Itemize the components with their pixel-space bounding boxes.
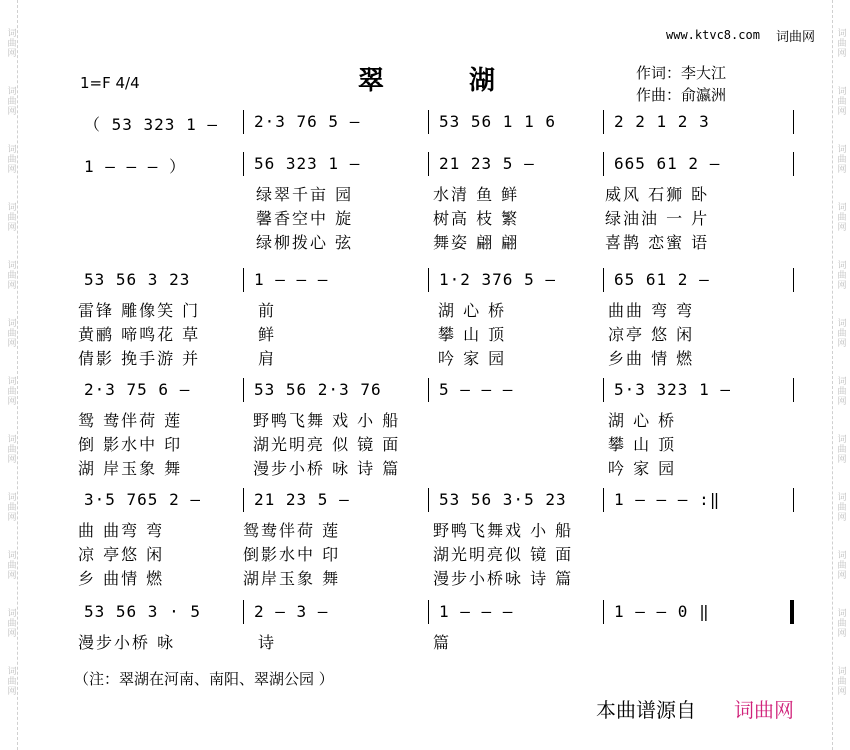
watermark-text: 词曲网 [5, 492, 16, 522]
song-title: 翠 湖 [358, 66, 534, 96]
footnote: （注：翠湖在河南、南阳、翠湖公园 ） [74, 670, 334, 688]
lyric-text: 凉亭 悠 闲 [608, 325, 695, 344]
lyric-text: 吟 家 园 [438, 349, 507, 368]
measure-notes: 3·5 765 2 — [84, 490, 201, 509]
lyric-text: 喜鹊 恋蜜 语 [605, 233, 710, 252]
lyric-text: 倩影 挽手游 并 [78, 349, 201, 368]
measure-notes: 1 — — — :‖ [614, 490, 721, 509]
measure-notes: 21 23 5 — [439, 154, 535, 173]
measure-notes: 21 23 5 — [254, 490, 350, 509]
measure-notes: 5 — — — [439, 380, 514, 399]
lyric-text: 野鸭飞舞戏 小 船 [433, 521, 574, 540]
lyric-text: 舞姿 翩 翩 [433, 233, 520, 252]
lyric-text: 鸳鸯伴荷 莲 [243, 521, 341, 540]
bar-line [243, 268, 244, 292]
source-label: 本曲谱源自 [596, 698, 696, 722]
bar-line [793, 152, 794, 176]
measure-notes: 53 56 3·5 23 [439, 490, 567, 509]
lyric-text: 鸳 鸯伴荷 莲 [78, 411, 183, 430]
bar-line [793, 110, 794, 134]
site-url: www.ktvc8.com [666, 28, 760, 42]
watermark-text: 词曲网 [5, 28, 16, 58]
lyric-text: 馨香空中 旋 [256, 209, 354, 228]
bar-line [243, 110, 244, 134]
left-watermark-strip [2, 0, 18, 750]
bar-line [243, 600, 244, 624]
measure-notes: 1 — — — [439, 602, 514, 621]
bar-line [603, 378, 604, 402]
watermark-text: 词曲网 [5, 666, 16, 696]
lyric-text: 吟 家 园 [608, 459, 677, 478]
bar-line [603, 600, 604, 624]
lyric-text: 漫步小桥咏 诗 篇 [433, 569, 574, 588]
watermark-text: 词曲网 [5, 376, 16, 406]
bar-line [428, 378, 429, 402]
watermark-text: 词曲网 [835, 550, 846, 580]
final-bar-line [790, 600, 793, 624]
lyric-text: 诗 [258, 633, 277, 652]
lyric-text: 雷锋 雕像笑 门 [78, 301, 201, 320]
lyric-text: 湖光明亮似 镜 面 [433, 545, 574, 564]
watermark-text: 词曲网 [5, 318, 16, 348]
bar-line [428, 268, 429, 292]
measure-notes: 53 56 2·3 76 [254, 380, 382, 399]
lyric-text: 漫步小桥 咏 诗 篇 [253, 459, 401, 478]
measure-notes: 53 56 3 23 [84, 270, 191, 289]
watermark-text: 词曲网 [5, 550, 16, 580]
lyric-text: 绿柳拨心 弦 [256, 233, 354, 252]
measure-notes: 1 — — — ） [84, 157, 187, 176]
watermark-text: 词曲网 [5, 434, 16, 464]
watermark-text: 词曲网 [835, 434, 846, 464]
lyric-text: 乡 曲情 燃 [78, 569, 165, 588]
measure-notes: 1·2 376 5 — [439, 270, 556, 289]
lyric-text: 绿油油 一 片 [605, 209, 710, 228]
watermark-text: 词曲网 [835, 608, 846, 638]
lyric-text: 树高 枝 繁 [433, 209, 520, 228]
watermark-text: 词曲网 [5, 608, 16, 638]
measure-notes: 53 56 3 · 5 [84, 602, 201, 621]
watermark-text: 词曲网 [835, 260, 846, 290]
right-watermark-strip [832, 0, 848, 750]
bar-line [428, 488, 429, 512]
measure-notes: 53 56 1 1 6 [439, 112, 556, 131]
measure-notes: 2·3 75 6 — [84, 380, 191, 399]
bar-line [793, 268, 794, 292]
bar-line [428, 152, 429, 176]
lyric-text: 攀 山 顶 [438, 325, 507, 344]
measure-notes: 2 — 3 — [254, 602, 329, 621]
watermark-text: 词曲网 [835, 318, 846, 348]
lyric-text: 湖 岸玉象 舞 [78, 459, 183, 478]
source-site-link[interactable]: 词曲网 [734, 698, 794, 722]
watermark-text: 词曲网 [835, 202, 846, 232]
lyric-text: 绿翠千亩 园 [256, 185, 354, 204]
lyric-text: 凉 亭悠 闲 [78, 545, 165, 564]
measure-notes: 5·3 323 1 — [614, 380, 731, 399]
bar-line [793, 378, 794, 402]
bar-line [603, 152, 604, 176]
bar-line [793, 600, 794, 624]
watermark-text: 词曲网 [835, 86, 846, 116]
measure-notes: 2·3 76 5 — [254, 112, 361, 131]
bar-line [428, 600, 429, 624]
lyric-text: 攀 山 顶 [608, 435, 677, 454]
bar-line [243, 152, 244, 176]
lyric-text: 前 [258, 301, 277, 320]
site-name: 词曲网 [776, 30, 816, 45]
lyric-text: 湖光明亮 似 镜 面 [253, 435, 401, 454]
watermark-text: 词曲网 [835, 28, 846, 58]
lyric-text: 倒影水中 印 [243, 545, 341, 564]
lyric-text: 威风 石狮 卧 [605, 185, 710, 204]
watermark-text: 词曲网 [835, 492, 846, 522]
lyric-text: 湖 心 桥 [438, 301, 507, 320]
lyric-text: 曲 曲弯 弯 [78, 521, 165, 540]
bar-line [793, 488, 794, 512]
watermark-text: 词曲网 [5, 202, 16, 232]
bar-line [603, 110, 604, 134]
watermark-text: 词曲网 [5, 260, 16, 290]
lyric-text: 肩 [258, 349, 277, 368]
measure-notes: 665 61 2 — [614, 154, 721, 173]
lyricist: 作词：李大江 [636, 64, 727, 82]
measure-notes: 56 323 1 — [254, 154, 361, 173]
measure-notes: 1 — — 0 ‖ [614, 602, 710, 621]
measure-notes: 1 — — — [254, 270, 329, 289]
lyric-text: 乡曲 情 燃 [608, 349, 695, 368]
watermark-text: 词曲网 [835, 144, 846, 174]
lyric-text: 曲曲 弯 弯 [608, 301, 695, 320]
lyric-text: 黄鹂 啼鸣花 草 [78, 325, 201, 344]
watermark-text: 词曲网 [5, 86, 16, 116]
lyric-text: 湖 心 桥 [608, 411, 677, 430]
lyric-text: 倒 影水中 印 [78, 435, 183, 454]
bar-line [243, 378, 244, 402]
key-signature: 1=F 4/4 [80, 74, 140, 92]
bar-line [603, 268, 604, 292]
composer: 作曲：俞瀛洲 [636, 86, 727, 104]
bar-line [603, 488, 604, 512]
bar-line [243, 488, 244, 512]
lyric-text: 水清 鱼 鲜 [433, 185, 520, 204]
lyric-text: 篇 [433, 633, 452, 652]
watermark-text: 词曲网 [835, 666, 846, 696]
lyric-text: 野鸭飞舞 戏 小 船 [253, 411, 401, 430]
lyric-text: 鲜 [258, 325, 277, 344]
lyric-text: 漫步小桥 咏 [78, 633, 176, 652]
measure-notes: 2 2 1 2 3 [614, 112, 710, 131]
lyric-text: 湖岸玉象 舞 [243, 569, 341, 588]
measure-notes: 65 61 2 — [614, 270, 710, 289]
watermark-text: 词曲网 [5, 144, 16, 174]
watermark-text: 词曲网 [835, 376, 846, 406]
measure-notes: （ 53 323 1 — [84, 115, 218, 134]
bar-line [428, 110, 429, 134]
